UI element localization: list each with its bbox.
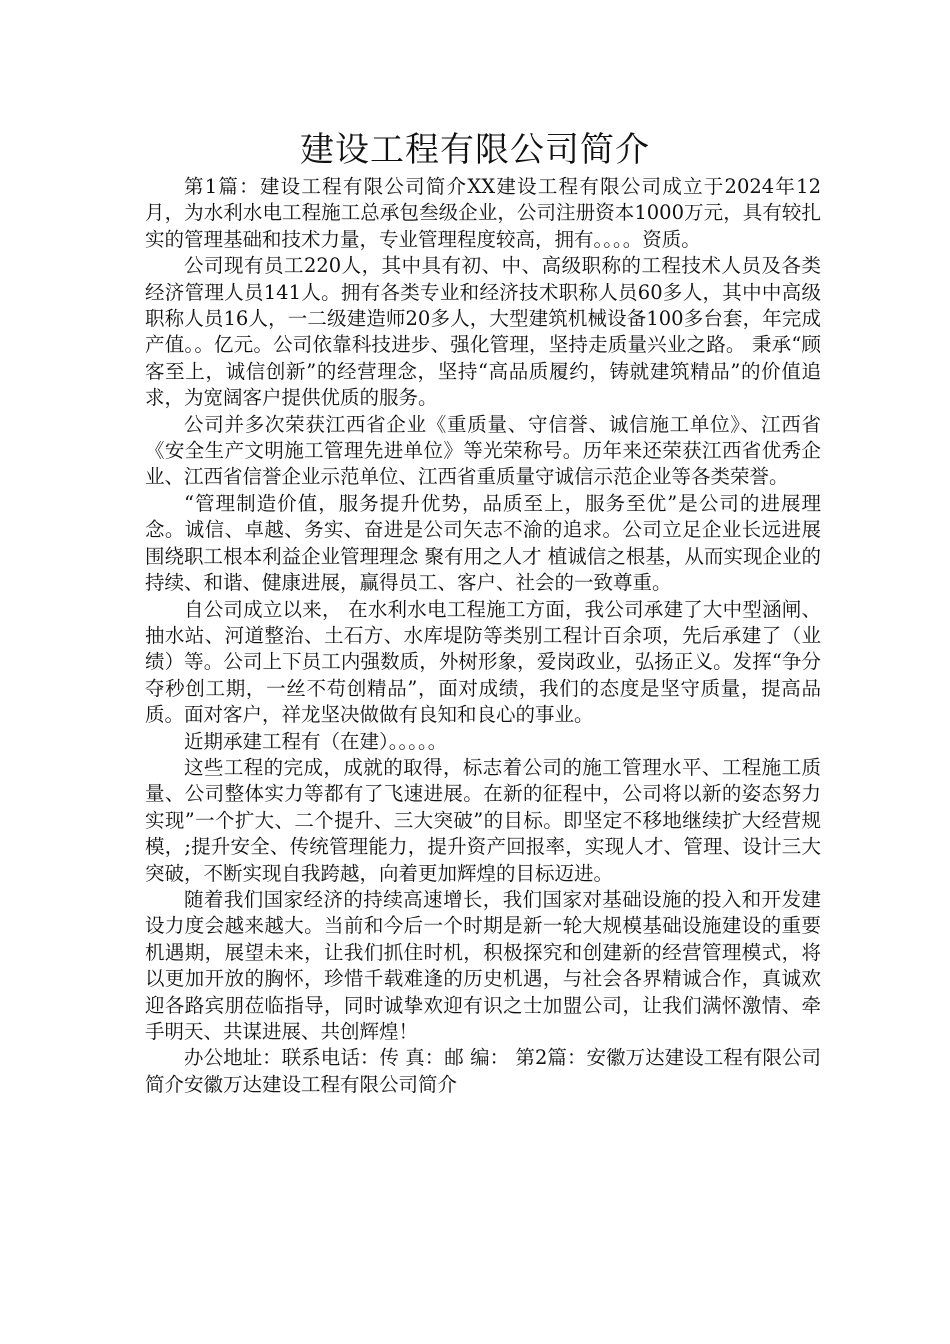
paragraph-9: 办公地址：联系电话：传 真：邮 编： 第2篇：安徽万达建设工程有限公司简介安徽万达建设工程有限公司简介 [145,1046,821,1096]
document-body [145,174,821,1098]
paragraph-1: 第1篇：建设工程有限公司简介XX建设工程有限公司成立于2024年12月，为水利水电工程施工总承包叁级企业，公司注册资本1000万元，具有较扎实的管理基础和技术力量，专业管理程度较高，拥有。。。。资质。 [145,175,821,251]
paragraph-3: 公司并多次荣获江西省企业《重质量、守信誉、诚信施工单位》、江西省《安全生产文明施工管理先进单位》等光荣称号。历年来还荣获江西省优秀企业、江西省信誉企业示范单位、江西省重质量守诚信示范企业等各类荣誉。 [145,412,821,489]
paragraph-5: 自公司成立以来， 在水利水电工程施工方面，我公司承建了大中型涵闸、抽水站、河道整治、土石方、水库堤防等类别工程计百余项，先后承建了（业绩）等。公司上下员工内强数质，外树形象，爱岗政业，弘扬正义。发挥“争分夺秒创工期，一丝不苟创精品”，面对成绩，我们的态度是坚守质量，提高品质。面对客户，祥龙坚决做做有良知和良心的事业。 [145,597,821,727]
paragraph-6: 近期承建工程有（在建）。。。。。 [184,729,448,753]
paragraph-2: 公司现有员工220人，其中具有初、中、高级职称的工程技术人员及各类经济管理人员141人。拥有各类专业和经济技术职称人员60多人，其中中高级职称人员16人，一二级建造师20多人，大型建筑机械设备100多台套，年完成产值。。亿元。公司依靠科技进步、强化管理，坚持走质量兴业之路。 秉承“顾客至上，诚信创新”的经营理念，坚持“高品质履约，铸就建筑精品”的价值追求，为宽阔客户提供优质的服务。 [145,254,821,410]
paragraph-4: “管理制造价值，服务提升优势，品质至上，服务至优”是公司的进展理念。诚信、卓越、务实、奋进是公司矢志不渝的追求。公司立足企业长远进展 围绕职工根本利益企业管理理念 聚有用之人才 植诚信之根基，从而实现企业的持续、和谐、健康进展，赢得员工、客户、社会的一致尊重。 [145,491,821,595]
paragraph-8: 随着我们国家经济的持续高速增长，我们国家对基础设施的投入和开发建设力度会越来越大。当前和今后一个时期是新一轮大规模基础设施建设的重要机遇期，展望未来，让我们抓住时机，积极探究和创建新的经营管理模式，将以更加开放的胸怀，珍惜千载难逢的历史机遇，与社会各界精诚合作，真诚欢迎各路宾朋莅临指导，同时诚挚欢迎有识之士加盟公司，让我们满怀激情、牵手明天、共谋进展、共创辉煌！ [145,887,821,1043]
paragraph-7: 这些工程的完成，成就的取得，标志着公司的施工管理水平、工程施工质量、公司整体实力等都有了飞速进展。在新的征程中，公司将以新的姿态努力实现”一个扩大、二个提升、三大突破”的目标。即坚定不移地继续扩大经营规模，;提升安全、传统管理能力，提升资产回报率，实现人才、管理、设计三大突破，不断实现自我跨越，向着更加辉煌的目标迈进。 [145,755,821,885]
document-title: 建设工程有限公司简介 [300,130,650,170]
